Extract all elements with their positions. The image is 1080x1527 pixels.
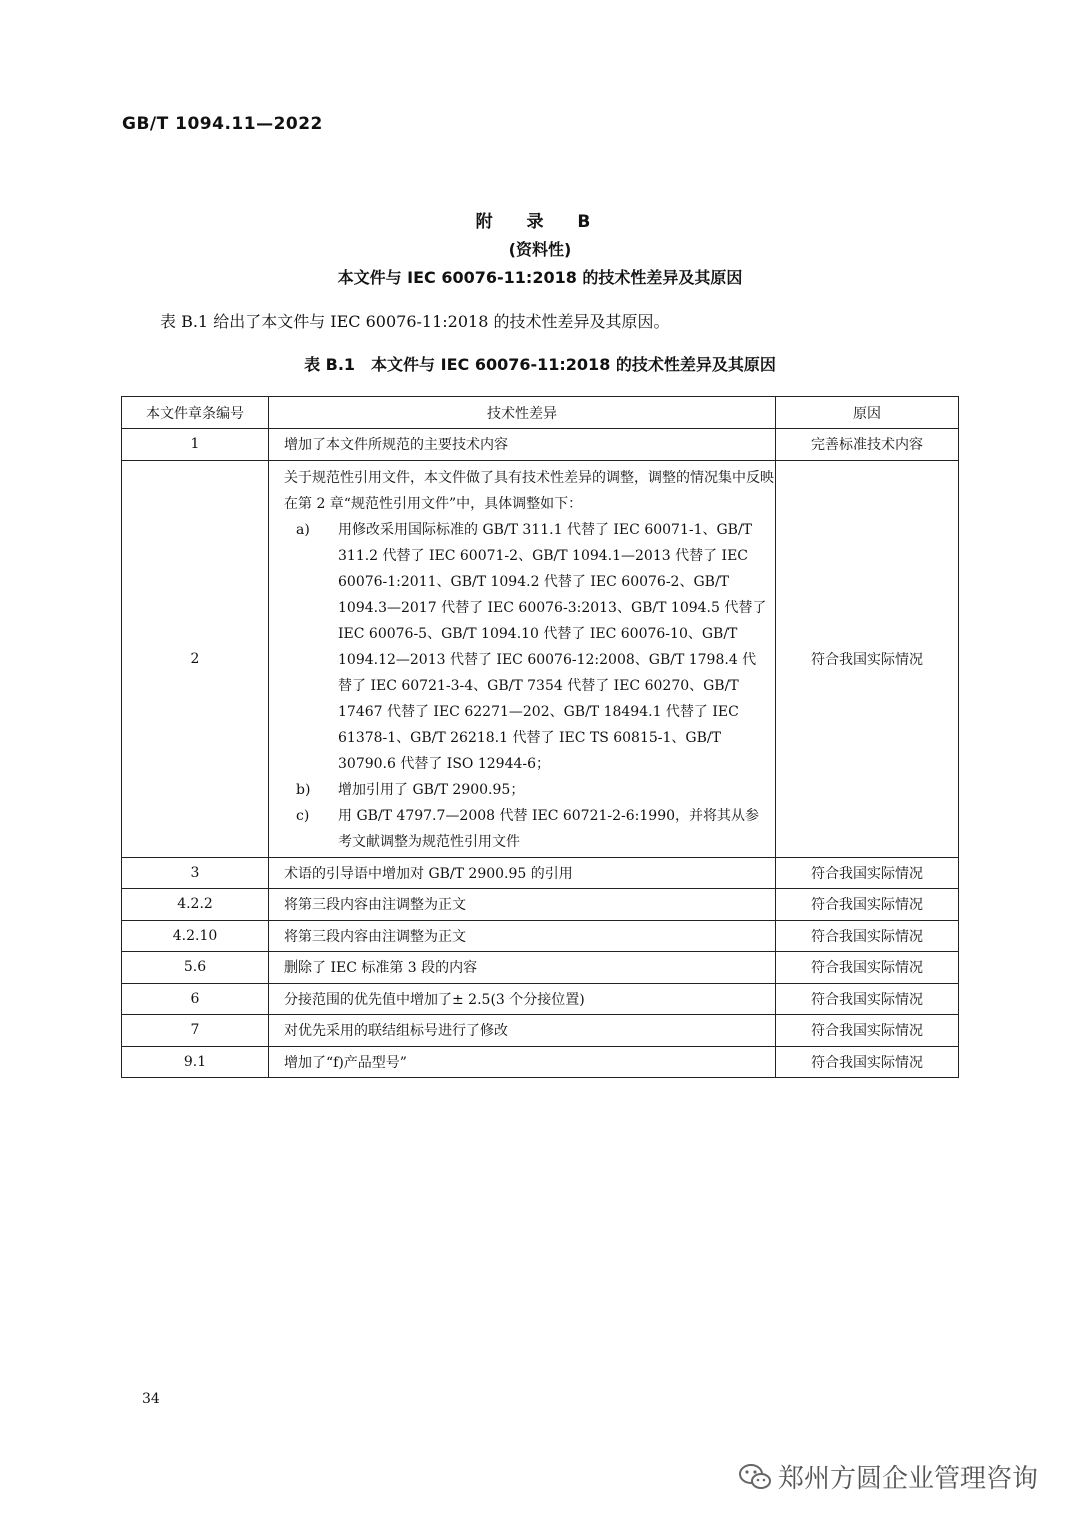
difference-cell: 将第三段内容由注调整为正文 — [269, 920, 776, 952]
reason-cell: 符合我国实际情况 — [776, 1046, 959, 1078]
table-row — [122, 857, 959, 889]
difference-cell: 将第三段内容由注调整为正文 — [269, 889, 776, 921]
item-label: a) — [296, 521, 310, 538]
clause-cell: 6 — [122, 983, 269, 1015]
watermark — [738, 1458, 1038, 1495]
table-row — [122, 1046, 959, 1078]
reason-cell: 完善标准技术内容 — [776, 429, 959, 461]
list-item — [284, 803, 775, 855]
list-item — [284, 517, 775, 777]
difference-cell — [269, 460, 776, 857]
header-reason: 原因 — [776, 397, 959, 429]
intro-paragraph: 表 B.1 给出了本文件与 IEC 60076-11:2018 的技术性差异及其原因。 — [160, 312, 670, 331]
clause-cell: 9.1 — [122, 1046, 269, 1078]
reason-cell: 符合我国实际情况 — [776, 889, 959, 921]
wechat-icon — [738, 1463, 772, 1491]
item-text: 增加引用了 GB/T 2900.95； — [338, 781, 525, 798]
item-label: c) — [296, 807, 310, 824]
difference-cell: 增加了“f)产品型号” — [269, 1046, 776, 1078]
reason-cell: 符合我国实际情况 — [776, 983, 959, 1015]
table-row — [122, 983, 959, 1015]
table-caption: 表 B.1 本文件与 IEC 60076-11:2018 的技术性差异及其原因 — [304, 355, 776, 374]
clause-cell: 7 — [122, 1015, 269, 1047]
table-row — [122, 952, 959, 984]
difference-cell: 删除了 IEC 标准第 3 段的内容 — [269, 952, 776, 984]
table-row — [122, 1015, 959, 1047]
clause-cell: 3 — [122, 857, 269, 889]
table-row — [122, 889, 959, 921]
reason-cell: 符合我国实际情况 — [776, 920, 959, 952]
clause-cell: 4.2.2 — [122, 889, 269, 921]
difference-cell: 对优先采用的联结组标号进行了修改 — [269, 1015, 776, 1047]
watermark-text: 郑州方圆企业管理咨询 — [778, 1464, 1039, 1494]
table-row — [122, 460, 959, 857]
list-item — [284, 777, 775, 803]
table-header-row — [122, 397, 959, 429]
item-text: 用 GB/T 4797.7—2008 代替 IEC 60721-2-6:1990，并将其从参考文献调整为规范性引用文件 — [338, 807, 760, 850]
reason-cell: 符合我国实际情况 — [776, 857, 959, 889]
clause-cell: 4.2.10 — [122, 920, 269, 952]
difference-cell: 分接范围的优先值中增加了± 2.5(3 个分接位置) — [269, 983, 776, 1015]
header-difference: 技术性差异 — [269, 397, 776, 429]
difference-cell: 增加了本文件所规范的主要技术内容 — [269, 429, 776, 461]
appendix-type: (资料性) — [508, 240, 572, 259]
reason-cell: 符合我国实际情况 — [776, 952, 959, 984]
clause-cell: 5.6 — [122, 952, 269, 984]
appendix-heading: 本文件与 IEC 60076-11:2018 的技术性差异及其原因 — [337, 268, 743, 287]
item-text: 用修改采用国际标准的 GB/T 311.1 代替了 IEC 60071-1、GB/T 311.2 代替了 IEC 60071-2、GB/T 1094.1—2013 代替了 IEC 60076-1:2011、GB/T 1094.2 代替了 IEC 60076-2、GB/T 1094.3—2017 代替了 IEC 60076-3:2013、GB/T 1094.5 代替了 IEC 60076-5、GB/T 1094.10 代替了 IEC 60076-10、GB/T 1094.12—2013 代替了 IEC 60076-12:2008、GB/T 1798.4 代替了 IEC 60721-3-4、GB/T 7354 代替了 IEC 60270、GB/T 17467 代替了 IEC 62271—202、GB/T 18494.1 代替了 IEC 61378-1、GB/T 26218.1 代替了 IEC TS 60815-1、GB/T 30790.6 代替了 ISO 12944-6； — [338, 521, 767, 772]
clause-cell: 1 — [122, 429, 269, 461]
table-row — [122, 429, 959, 461]
page-number: 34 — [142, 1391, 160, 1407]
clause-cell: 2 — [122, 460, 269, 857]
differences-table — [121, 396, 959, 1078]
table-row — [122, 920, 959, 952]
appendix-title: 附 录 B — [475, 212, 605, 232]
standard-code: GB/T 1094.11—2022 — [122, 114, 323, 134]
item-label: b) — [296, 781, 311, 798]
reason-cell: 符合我国实际情况 — [776, 460, 959, 857]
difference-intro: 关于规范性引用文件，本文件做了具有技术性差异的调整，调整的情况集中反映在第 2 章“规范性引用文件”中，具体调整如下： — [284, 469, 774, 512]
reason-cell: 符合我国实际情况 — [776, 1015, 959, 1047]
header-clause: 本文件章条编号 — [122, 397, 269, 429]
difference-cell: 术语的引导语中增加对 GB/T 2900.95 的引用 — [269, 857, 776, 889]
